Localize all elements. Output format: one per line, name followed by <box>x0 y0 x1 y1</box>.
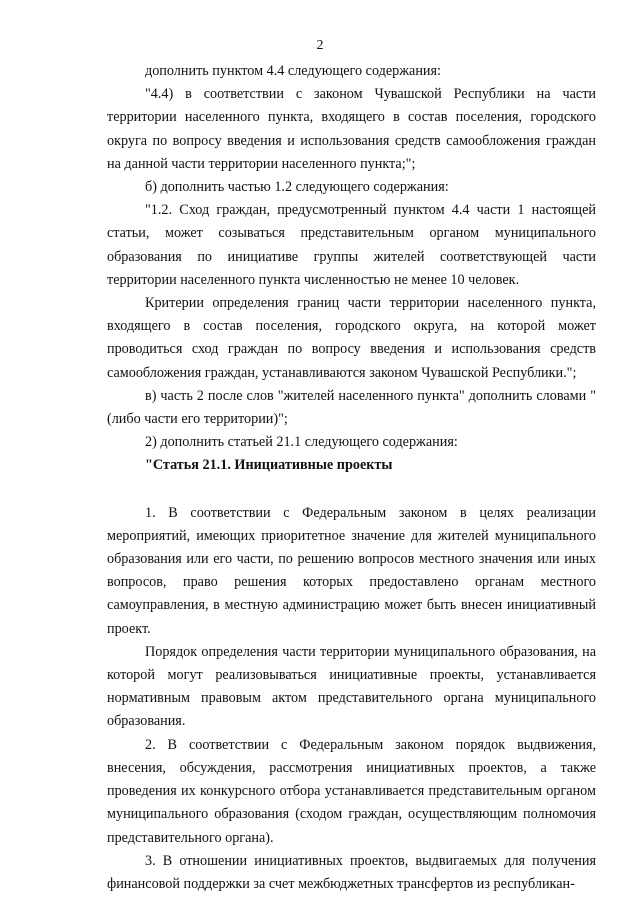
page-number: 2 <box>316 38 324 53</box>
paragraph-4: "1.2. Сход граждан, предусмотренный пунктом 4.4 части 1 настоящей статьи, может созываться представительным органом муниципального образования по инициативе группы жителей соответствующей части территории населенного пункта численностью не менее 10 человек. <box>107 202 596 288</box>
article-paragraph-1: 1. В соответствии с Федеральным законом в целях реализации мероприятий, имеющих приоритетное значение для жителей муниципального образования или его части, по решению вопросов местного значения или иных вопросов, право решения которых предоставлено органам местного самоуправления, в местную администрацию может быть внесен инициативный проект. <box>107 504 596 637</box>
paragraph-7: 2) дополнить статьей 21.1 следующего содержания: <box>145 434 458 451</box>
article-paragraph-3: 2. В соответствии с Федеральным законом порядок выдвижения, внесения, обсуждения, рассмотрения инициативных проектов, а также проведения их конкурсного отбора устанавливается представительным органом муниципального образования (сходом граждан, осуществляющим полномочия представительного органа). <box>107 736 596 846</box>
article-paragraph-4: 3. В отношении инициативных проектов, выдвигаемых для получения финансовой поддержки за счет межбюджетных трансфертов из республикан- <box>107 852 596 892</box>
article-heading: "Статья 21.1. Инициативные проекты <box>145 457 393 474</box>
paragraph-2: "4.4) в соответствии с законом Чувашской Республики на части территории населенного пункта, входящего в состав поселения, городского округа по вопросу введения и использования средств самообложения граждан на данной части территории населенного пункта;"; <box>107 86 596 172</box>
document-body <box>107 60 596 896</box>
paragraph-5: Критерии определения границ части территории населенного пункта, входящего в состав поселения, городского округа, на которой может проводиться сход граждан по вопросу введения и использования средств самообложения граждан, устанавливаются законом Чувашской Республики."; <box>107 295 596 381</box>
paragraph-3: б) дополнить частью 1.2 следующего содержания: <box>145 179 449 196</box>
article-paragraph-2: Порядок определения части территории муниципального образования, на которой могут реализовываться инициативные проекты, устанавливается нормативным правовым актом представительного органа муниципального образования. <box>107 643 596 730</box>
paragraph-6: в) часть 2 после слов "жителей населенного пункта" дополнить словами "(либо части его территории)"; <box>107 387 596 428</box>
paragraph-1: дополнить пунктом 4.4 следующего содержания: <box>145 63 441 79</box>
